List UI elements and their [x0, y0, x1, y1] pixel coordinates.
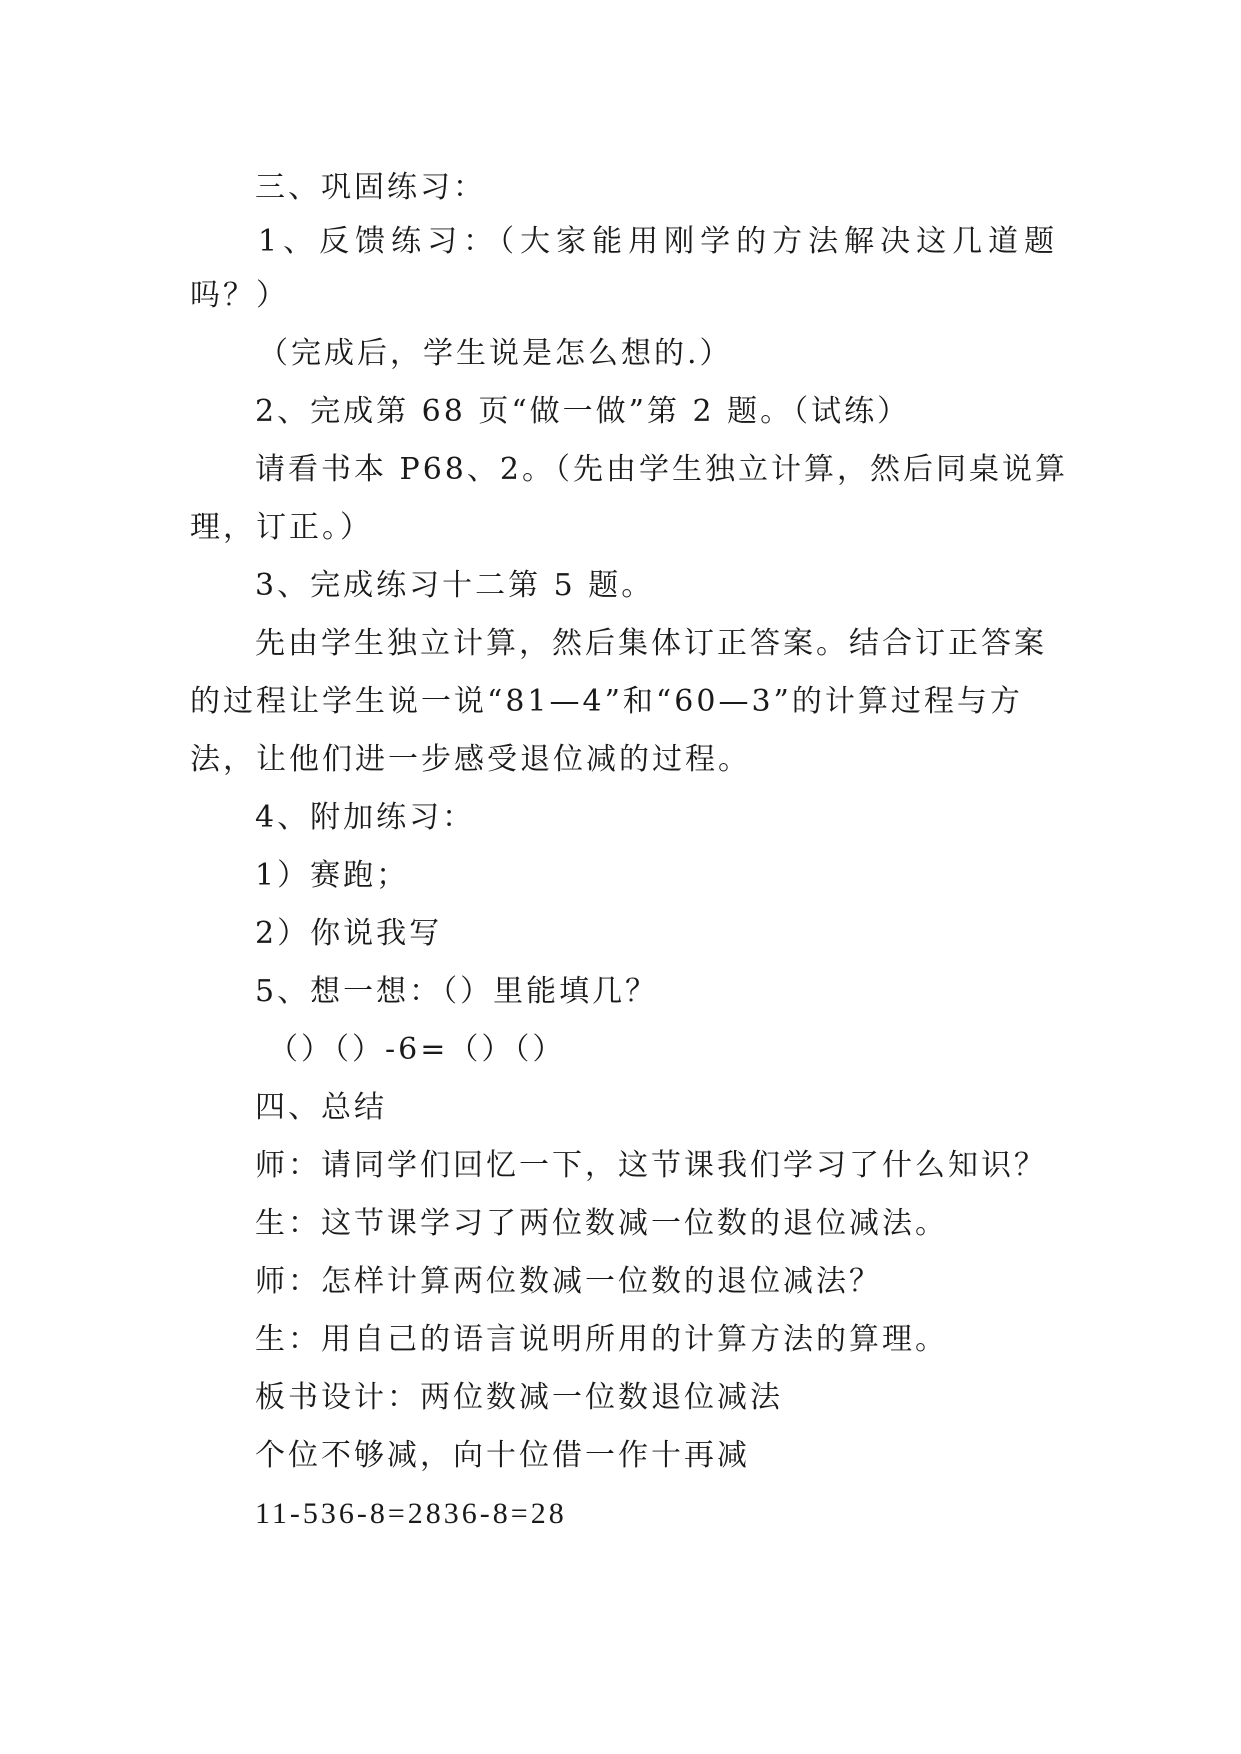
paragraph-line: 1、反馈练习：（大家能用刚学的方法解决这几道题: [258, 224, 1061, 259]
paragraph-line: （完成后，学生说是怎么想的.）: [258, 336, 733, 371]
board-equation: 11-536-8=2836-8=28: [255, 1497, 567, 1530]
paragraph-line: 生：用自己的语言说明所用的计算方法的算理。: [255, 1322, 948, 1357]
section-heading-practice: 三、巩固练习：: [255, 170, 486, 205]
paragraph-line: 的过程让学生说一说“81—4”和“60—3”的计算过程与方: [190, 684, 1023, 719]
paragraph-line: 4、附加练习：: [255, 800, 476, 835]
paragraph-line: 师：请同学们回忆一下，这节课我们学习了什么知识？: [255, 1148, 1047, 1183]
board-design-title: 板书设计：两位数减一位数退位减法: [255, 1380, 783, 1415]
paragraph-line: 请看书本 P68、2。（先由学生独立计算，然后同桌说算: [255, 452, 1068, 487]
paragraph-line: 5、想一想：（）里能填几？: [255, 974, 659, 1009]
paragraph-line: （）（）-6=（）（）: [268, 1032, 566, 1067]
section-heading-summary: 四、总结: [255, 1090, 387, 1125]
paragraph-line: 个位不够减，向十位借一作十再减: [255, 1438, 750, 1473]
paragraph-line: 先由学生独立计算，然后集体订正答案。结合订正答案: [255, 626, 1047, 661]
paragraph-line: 3、完成练习十二第 5 题。: [255, 568, 655, 603]
paragraph-line: 2）你说我写: [255, 916, 443, 951]
paragraph-line: 吗？）: [190, 278, 289, 313]
paragraph-line: 生：这节课学习了两位数减一位数的退位减法。: [255, 1206, 948, 1241]
paragraph-line: 1）赛跑；: [255, 858, 410, 893]
paragraph-line: 2、完成第 68 页“做一做”第 2 题。（试练）: [255, 394, 911, 429]
paragraph-line: 法，让他们进一步感受退位减的过程。: [190, 742, 751, 777]
paragraph-line: 师：怎样计算两位数减一位数的退位减法？: [255, 1264, 882, 1299]
paragraph-line: 理，订正。）: [190, 510, 373, 545]
